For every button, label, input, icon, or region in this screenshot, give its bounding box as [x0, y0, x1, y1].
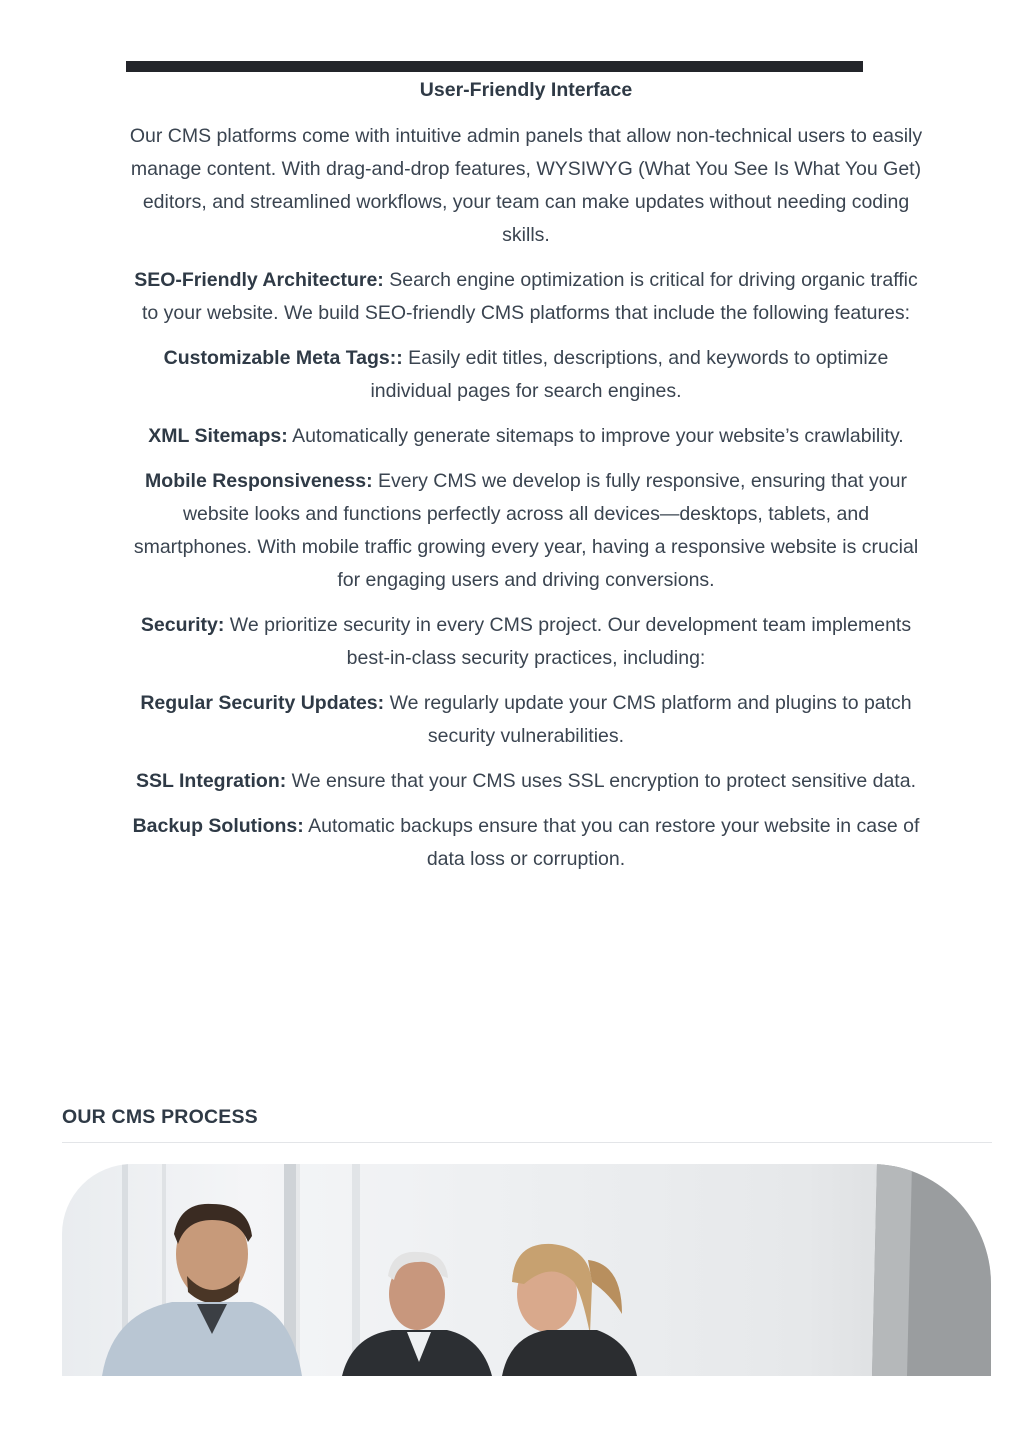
- section-title: User-Friendly Interface: [419, 79, 633, 101]
- feature-seo: [124, 264, 928, 330]
- feature-meta-tags: [124, 342, 928, 408]
- feature-security: [124, 609, 928, 675]
- feature-text: We regularly update your CMS platform and plugins to patch security vulnerabilities.: [384, 692, 912, 747]
- feature-text: Search engine optimization is critical for driving organic traffic to your website. We build SEO-friendly CMS platforms that include the following features:: [141, 269, 918, 324]
- feature-text: Automatic backups ensure that you can restore your website in case of data loss or corruption.: [303, 815, 920, 870]
- feature-label: SSL Integration:: [136, 770, 287, 792]
- photo-illustration: [62, 1164, 991, 1376]
- feature-xml-sitemaps: [124, 420, 928, 453]
- feature-text: Automatically generate sitemaps to improve your website’s crawlability.: [287, 425, 904, 447]
- feature-mobile: [124, 465, 928, 597]
- team-meeting-photo: [62, 1164, 991, 1376]
- feature-label: SEO-Friendly Architecture:: [134, 269, 384, 291]
- feature-text: Every CMS we develop is fully responsive, ensuring that your website looks and functions perfectly across all devices—desktops, tablets, and smartphones. With mobile traffic growing every year, having a responsive website is crucial for engaging users and driving conversions.: [133, 470, 919, 591]
- feature-text: We prioritize security in every CMS project. Our development team implements best-in-class security practices, including:: [224, 614, 912, 669]
- feature-label: Customizable Meta Tags::: [163, 347, 403, 369]
- feature-label: XML Sitemaps:: [148, 425, 288, 447]
- feature-text: We ensure that your CMS uses SSL encryption to protect sensitive data.: [286, 770, 916, 792]
- features-content: [124, 74, 928, 888]
- feature-security-updates: [124, 687, 928, 753]
- intro-paragraph: Our CMS platforms come with intuitive admin panels that allow non-technical users to easily manage content. With drag-and-drop features, WYSIWYG (What You See Is What You Get) editors, and streamlined workflows, your team can make updates without needing coding skills.: [129, 125, 923, 246]
- feature-label: Regular Security Updates:: [140, 692, 385, 714]
- feature-text: Easily edit titles, descriptions, and keywords to optimize individual pages for search engines.: [370, 347, 889, 402]
- decorative-top-bar: [126, 61, 863, 72]
- feature-label: Security:: [140, 614, 225, 636]
- process-heading: OUR CMS PROCESS: [62, 1106, 258, 1128]
- feature-label: Mobile Responsiveness:: [145, 470, 373, 492]
- feature-ssl: [124, 765, 928, 798]
- feature-backup: [124, 810, 928, 876]
- divider: [62, 1142, 992, 1143]
- feature-label: Backup Solutions:: [132, 815, 304, 837]
